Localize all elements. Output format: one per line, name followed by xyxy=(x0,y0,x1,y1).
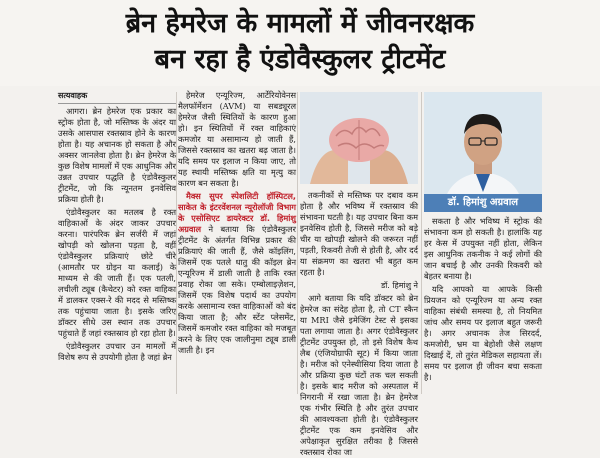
paragraph: आगरा। ब्रेन हेमरेज एक प्रकार का स्ट्रोक होता है, जो मस्तिष्क के अंदर या उसके आसपास रक्तस्राव होने के कारण होता है। यह अचानक हो सकता है और अक्सर जानलेवा होता है। ब्रेन हेमरेज के कुछ विशेष मामलों में एक आधुनिक और उन्नत उपचार पद्धति है एंडोवैस्कुलर ट्रीटमेंट, जो कि न्यूनतम इनवेसिव प्रक्रिया होती है। xyxy=(58,106,176,204)
article-column-3 xyxy=(300,190,418,457)
brain-in-hands-image xyxy=(300,92,418,184)
paragraph xyxy=(178,191,296,356)
article-column-4 xyxy=(424,216,542,400)
paragraph: तकनीकों से मस्तिष्क पर दबाव कम होता है और भविष्य में रक्तस्राव की संभावना घटती है। यह उपचार बिना कम इनवेसिव होती है, जिससे मरीज को बड़े चीर या खोपड़ी खोलने की जरूरत नहीं पड़ती, रिकवरी तेजी से होती है, और दर्द या संक्रमण का खतरा भी बहुत कम रहता है। xyxy=(300,190,418,277)
paragraph: हेमरेज एन्यूरिज्म, आर्टेरियोवेनस मैलफॉर्मेशन (AVM) या सबड्यूरल हेमरेज जैसी स्थितियों के कारण हुआ हो। इन स्थितियों में रक्त वाहिकाएं कमजोर या असामान्य हो जाती हैं, जिससे रक्तस्राव का खतरा बढ़ जाता है। यदि समय पर इलाज न किया जाए, तो यह स्थायी मस्तिष्क क्षति या मृत्यु का कारण बन सकता है। xyxy=(178,90,296,188)
column-rule xyxy=(297,92,298,394)
headline-line-2: बन रहा है एंडोवैस्कुलर ट्रीटमेंट xyxy=(154,44,446,75)
headline xyxy=(0,0,600,86)
column-rule xyxy=(176,92,177,394)
column-rule xyxy=(421,92,422,394)
headline-line-1: ब्रेन हेमरेज के मामलों में जीवनरक्षक xyxy=(125,8,475,39)
doctor-highlight: मैक्स सुपर स्पेशलिटी हॉस्पिटल, साकेत के इंटरवेंशनल न्यूरोलॉजी विभाग के एसोसिएट डायरेक्टर डॉ. हिमांशु अग्रवाल xyxy=(178,191,296,234)
signature-line: डॉ. हिमांशु ने xyxy=(380,281,418,290)
byline: सत्यवाहक xyxy=(58,90,176,104)
paragraph: यदि आपको या आपके किसी प्रियजन को एन्यूरिज्म या अन्य रक्त वाहिका संबंधी समस्या है, तो नियमित जांच और समय पर इलाज बहुत जरूरी है। अगर अचानक तेज सिरदर्द, कमजोरी, भ्रम या बेहोशी जैसे लक्षण दिखाई दें, तो तुरंत मेडिकल सहायता लें। समय पर इलाज ही जीवन बचा सकता है। xyxy=(424,284,542,382)
paragraph: एंडोवैस्कुलर उपचार उन मामलों में विशेष रूप से उपयोगी होता है जहां ब्रेन xyxy=(58,341,176,362)
paragraph: एंडोवैस्कुलर का मतलब है रक्त वाहिकाओं के अंदर जाकर उपचार करना। पारंपरिक ब्रेन सर्जरी में जहां खोपड़ी को खोलना पड़ता है, वहीं एंडोवैस्कुलर प्रक्रियाएं छोटे चीरे (आमतौर पर ग्रोइन या कलाई) के माध्यम से की जाती हैं। एक पतली, लचीली ट्यूब (कैथेटर) को रक्त वाहिका में डालकर एक्स-रे की मदद से मस्तिष्क तक पहुंचाया जाता है। इसके जरिए डॉक्टर सीधे उस स्थान तक उपचार पहुंचाते हैं जहां रक्तस्राव हो रहा होता है। xyxy=(58,207,176,338)
doctor-portrait xyxy=(424,92,542,212)
article-column-2 xyxy=(178,90,296,400)
paragraph: सकता है और भविष्य में स्ट्रोक की संभावना कम हो सकती है। हालांकि यह हर केस में उपयुक्त नहीं होता, लेकिन इस आधुनिक तकनीक ने कई लोगों की जान बचाई है और उनकी रिकवरी को बेहतर बनाया है। xyxy=(424,216,542,281)
paragraph: आगे बताया कि यदि डॉक्टर को ब्रेन हेमरेज का संदेह होता है, तो CT स्कैन या MRI जैसे इमेजिंग टेस्ट से इसका पता लगाया जाता है। अगर एंडोवैस्कुलर ट्रीटमेंट उपयुक्त हो, तो इसे विशेष कैथ लैब (एंजियोग्राफी सूट) में किया जाता है। मरीज को एनेस्थीसिया दिया जाता है और प्रक्रिया कुछ घंटों तक चल सकती है। इसके बाद मरीज को अस्पताल में निगरानी में रखा जाता है। ब्रेन हेमरेज एक गंभीर स्थिति है और तुरंत उपचार की आवश्यकता होती है। एंडोवैस्कुलर ट्रीटमेंट एक कम इनवेसिव और अपेक्षाकृत सुरक्षित तरीका है जिससे रक्तस्राव रोका जा xyxy=(300,293,418,457)
photo-caption: डॉ. हिमांशु अग्रवाल xyxy=(424,194,542,212)
paragraph-text: ने बताया कि एंडोवैस्कुलर ट्रीटमेंट के अंतर्गत विभिन्न प्रकार की प्रक्रियाएं की जाती हैं, जैसे कॉइलिंग, जिसमें एक पतले धातु की कॉइल ब्रेन एन्यूरिज्म में डाली जाती है ताकि रक्त प्रवाह रोका जा सके। एम्बोलाइज़ेशन, जिसमें एक विशेष पदार्थ का उपयोग करके असामान्य रक्त वाहिकाओं को बंद किया जाता है; और स्टेंट प्लेसमेंट, जिसमें कमजोर रक्त वाहिका को मजबूत करने के लिए एक जालीनुमा ट्यूब डाली जाती है। इन xyxy=(178,224,296,355)
article-column-1 xyxy=(58,90,176,400)
